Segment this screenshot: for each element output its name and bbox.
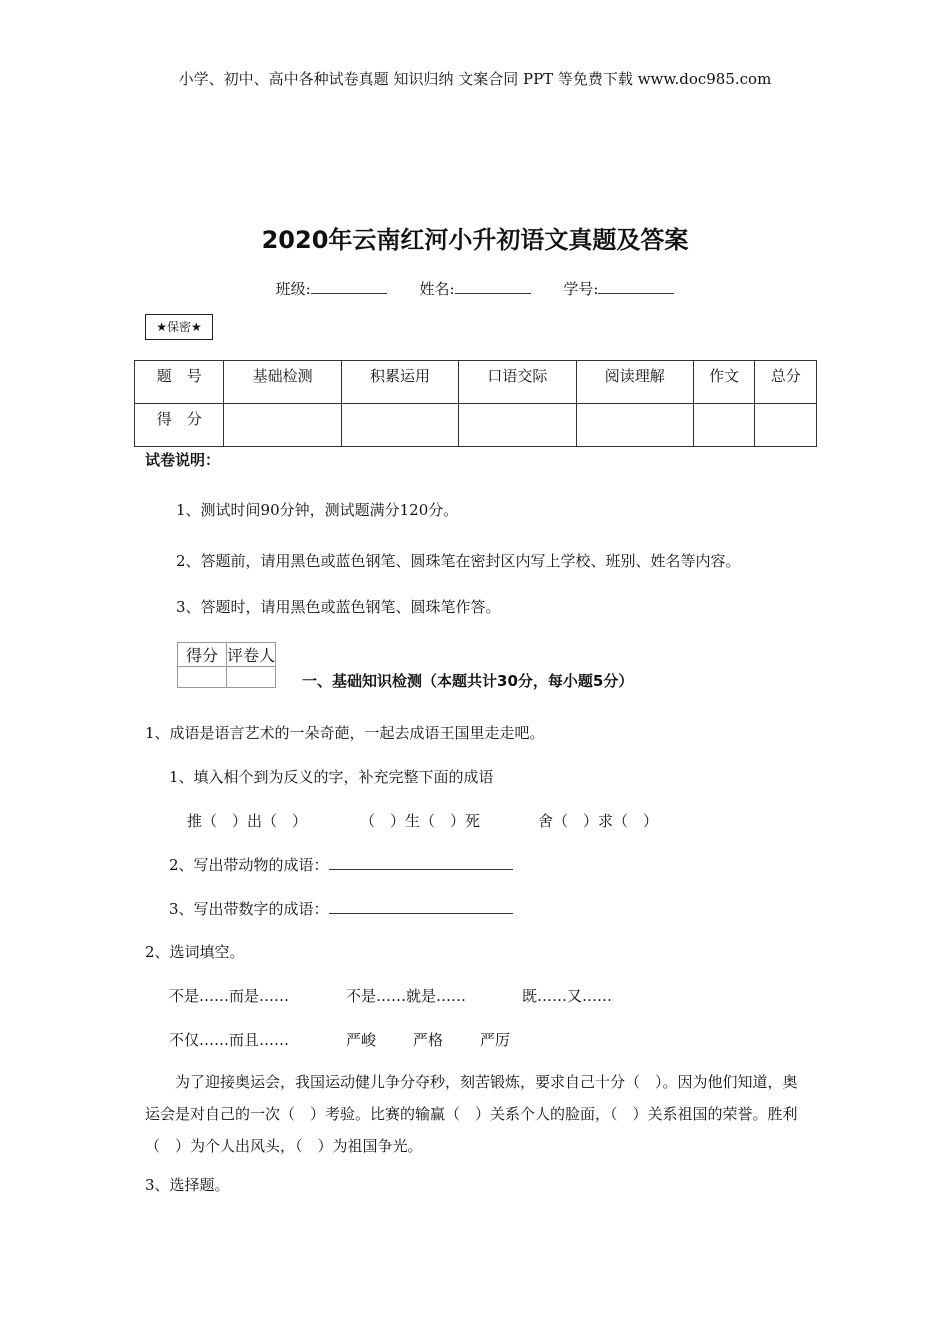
question-3: 3、选择题。 (145, 1176, 230, 1194)
score-cell[interactable] (459, 404, 576, 447)
instructions-title: 试卷说明： (145, 451, 221, 469)
score-row-label: 得 分 (135, 404, 224, 447)
question-1-sub-3 (169, 898, 513, 919)
class-blank (311, 279, 387, 294)
grader-score-cell[interactable] (178, 667, 227, 688)
score-table-header: 总分 (755, 361, 817, 404)
score-cell[interactable] (755, 404, 817, 447)
score-table-header: 口语交际 (459, 361, 576, 404)
name-label: 姓名: (419, 280, 455, 298)
word-option: 不是……就是…… (346, 987, 467, 1005)
instruction-item: 3、答题时，请用黑色或蓝色钢笔、圆珠笔作答。 (176, 598, 501, 616)
word-option: 不仅……而且…… (169, 1031, 290, 1049)
idiom-blank: 舍（ ）求（ ） (538, 812, 659, 830)
secret-stamp: ★保密★ (145, 314, 213, 340)
word-option: 严峻 (346, 1031, 377, 1049)
instruction-item: 2、答题前，请用黑色或蓝色钢笔、圆珠笔在密封区内写上学校、班别、姓名等内容。 (176, 552, 741, 570)
score-table-header: 作文 (693, 361, 755, 404)
word-option: 严厉 (480, 1031, 511, 1049)
score-cell[interactable] (576, 404, 693, 447)
grader-name-label: 评卷人 (227, 643, 276, 667)
word-option: 不是……而是…… (169, 987, 290, 1005)
fill-in-passage: 为了迎接奥运会，我国运动健儿争分夺秒，刻苦锻炼，要求自己十分（ ）。因为他们知道，奥运会是对自己的一次（ ）考验。比赛的输赢（ ）关系个人的脸面，（ ）关系祖国的荣誉。胜利（ ）为个人出风头，（ ）为祖国争光。 (145, 1073, 798, 1155)
name-blank (455, 279, 531, 294)
question-1-sub-3-label: 3、写出带数字的成语： (169, 900, 329, 918)
score-table-header: 基础检测 (224, 361, 341, 404)
answer-line[interactable] (329, 855, 513, 870)
score-cell[interactable] (341, 404, 458, 447)
student-info-line (0, 278, 950, 299)
answer-line[interactable] (329, 899, 513, 914)
question-1-sub-2-label: 2、写出带动物的成语： (169, 856, 329, 874)
idiom-blank: 推（ ）出（ ） (187, 812, 308, 830)
page-title: 2020年云南红河小升初语文真题及答案 (261, 226, 689, 254)
instruction-item: 1、测试时间90分钟，测试题满分120分。 (176, 501, 459, 519)
question-2: 2、选词填空。 (145, 943, 245, 961)
class-field (276, 280, 387, 298)
score-cell[interactable] (693, 404, 755, 447)
score-table-header: 积累运用 (341, 361, 458, 404)
question-1: 1、成语是语言艺术的一朵奇葩，一起去成语王国里走走吧。 (145, 724, 545, 742)
grader-box (177, 642, 276, 688)
id-blank (598, 279, 674, 294)
idiom-blank: （ ）生（ ）死 (360, 812, 481, 830)
score-cell[interactable] (224, 404, 341, 447)
score-table-header: 题 号 (135, 361, 224, 404)
section-title: 一、基础知识检测（本题共计30分，每小题5分） (302, 672, 634, 690)
score-table-score-row (135, 404, 817, 447)
score-table (134, 360, 817, 447)
question-1-sub-1: 1、填入相个到为反义的字，补充完整下面的成语 (169, 768, 494, 786)
name-field (419, 280, 530, 298)
page-header: 小学、初中、高中各种试卷真题 知识归纳 文案合同 PPT 等免费下载 www.doc985.com (178, 70, 772, 88)
grader-score-label: 得分 (178, 643, 227, 667)
question-1-sub-2 (169, 854, 513, 875)
class-label: 班级: (275, 280, 311, 298)
score-table-header: 阅读理解 (576, 361, 693, 404)
id-field (563, 280, 674, 298)
grader-name-cell[interactable] (227, 667, 276, 688)
word-option: 严格 (413, 1031, 444, 1049)
score-table-header-row (135, 361, 817, 404)
word-option: 既……又…… (522, 987, 613, 1005)
id-label: 学号: (563, 280, 599, 298)
